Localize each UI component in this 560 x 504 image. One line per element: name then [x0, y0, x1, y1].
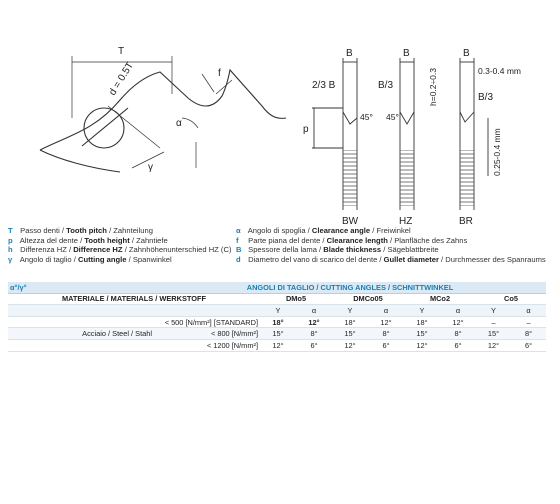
angle-cell: 8° [296, 328, 332, 340]
table-body [8, 316, 546, 351]
angle-cell: 8° [368, 328, 404, 340]
label-alpha: α [176, 118, 182, 129]
legend-item: B Spessore della lama / Blade thickness / Sägeblattbreite [236, 245, 439, 255]
symbol-cell: α [511, 305, 546, 317]
legend-item: h Differenza HZ / Difference HZ / Zahnhöhenunterschied HZ (C) [8, 245, 232, 255]
angle-cell: 15° [332, 328, 368, 340]
hz-name: HZ [399, 216, 413, 227]
angle-cell: 6° [511, 339, 546, 351]
profile-hz [400, 58, 414, 210]
legend-item: α Angolo di spoglia / Clearance angle / Freiwinkel [236, 226, 411, 235]
saw-tooth-profile [40, 70, 286, 172]
angle-cell: 6° [296, 339, 332, 351]
angle-cell: – [476, 316, 511, 328]
angle-cell: 12° [440, 316, 476, 328]
label-T: T [118, 46, 125, 57]
strength-cell: < 1200 [N/mm²] [154, 339, 260, 351]
angle-cell: 8° [511, 328, 546, 340]
bw-ratio-label: 2/3 B [312, 80, 336, 91]
group-header: MCo2 [404, 293, 476, 305]
angle-cell: 12° [260, 339, 296, 351]
symbol-cell: Υ [404, 305, 440, 317]
angle-cell: – [511, 316, 546, 328]
angle-cell: 18° [260, 316, 296, 328]
symbol-cell: α [368, 305, 404, 317]
angle-cell: 15° [260, 328, 296, 340]
angle-cell: 12° [296, 316, 332, 328]
legend-item: f Parte piana del dente / Clearance length / Planfläche des Zahns [236, 235, 468, 245]
table-row [8, 339, 546, 351]
label-gamma: γ [148, 162, 153, 173]
strength-cell: < 500 [N/mm²] [STANDARD] [154, 316, 260, 328]
table-row [8, 328, 546, 340]
angle-cell: 12° [368, 316, 404, 328]
table-row [8, 316, 546, 328]
table-group-row [8, 293, 546, 305]
table-title: ANGOLI DI TAGLIO / CUTTING ANGLES / SCHNITTWINKEL [154, 282, 546, 293]
hz-h-label: h=0.2÷0.3 [428, 68, 438, 106]
group-header: Co5 [476, 293, 546, 305]
tooth-geometry-diagram [0, 0, 560, 228]
angle-cell: 18° [332, 316, 368, 328]
angle-cell: 12° [332, 339, 368, 351]
legend-item: p Altezza del dente / Tooth height / Zahntiefe [8, 235, 168, 245]
hz-ratio-label: B/3 [378, 80, 394, 91]
label-p: p [303, 124, 309, 135]
legend-item: d Diametro del vano di scarico del dente / Gullet diameter / Durchmesser des Spanraums [236, 254, 546, 264]
cutting-angles-table [8, 282, 546, 352]
symbol-cell: α [440, 305, 476, 317]
symbol-cell: α [296, 305, 332, 317]
group-header: DMCo05 [332, 293, 404, 305]
symbol-cell: Υ [332, 305, 368, 317]
profile-br [460, 58, 488, 210]
angle-cell: 6° [368, 339, 404, 351]
table-header-row [8, 282, 546, 293]
br-ratio-label: B/3 [478, 92, 494, 103]
legend-item: T Passo denti / Tooth pitch / Zahnteilung [8, 226, 153, 235]
bw-b-label: B [346, 48, 353, 59]
dimension-lines [72, 56, 232, 168]
table-symbol-row [8, 305, 546, 317]
bw-angle: 45° [360, 112, 373, 122]
angle-cell: 6° [440, 339, 476, 351]
label-d: d = 0.5T [107, 60, 137, 98]
symbol-cell: Υ [260, 305, 296, 317]
angle-cell: 8° [440, 328, 476, 340]
material-cell: Acciaio / Steel / Stahl [8, 328, 154, 340]
angle-cell: 15° [404, 328, 440, 340]
hz-angle: 45° [386, 112, 399, 122]
br-side-label: 0.25-0.4 mm [492, 128, 502, 176]
hz-b-label: B [403, 48, 410, 59]
material-header: MATERIALE / MATERIALS / WERKSTOFF [8, 293, 260, 305]
angle-cell: 18° [404, 316, 440, 328]
table-corner-label: α°/γ° [8, 282, 154, 293]
angle-cell: 12° [404, 339, 440, 351]
angle-cell: 12° [476, 339, 511, 351]
material-cell [8, 316, 154, 328]
br-b-label: B [463, 48, 470, 59]
label-f: f [218, 68, 221, 79]
legend-left [8, 226, 231, 264]
strength-cell: < 800 [N/mm²] [154, 328, 260, 340]
bw-name: BW [342, 216, 359, 227]
legend-item: γ Angolo di taglio / Cutting angle / Spanwinkel [8, 254, 172, 264]
br-name: BR [459, 216, 473, 227]
material-cell [8, 339, 154, 351]
symbol-cell: Υ [476, 305, 511, 317]
group-header: DMo5 [260, 293, 332, 305]
br-top-label: 0.3-0.4 mm [478, 66, 521, 76]
legend-right [236, 226, 546, 264]
angle-cell: 15° [476, 328, 511, 340]
